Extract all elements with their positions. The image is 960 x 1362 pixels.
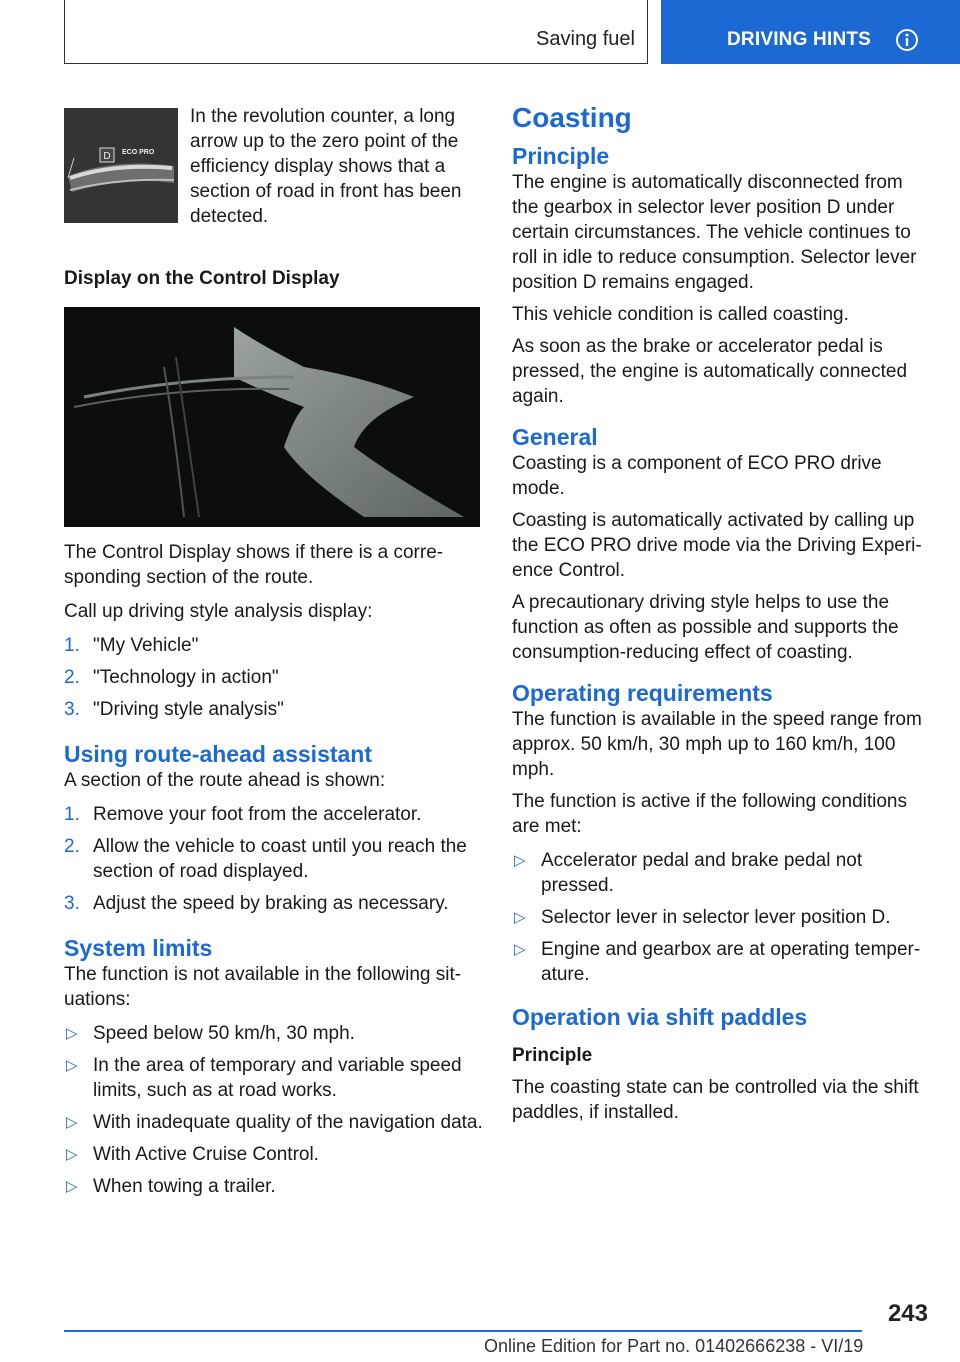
paddles-subheading: Principle [512,1045,593,1066]
general-paragraph: A precautionary driving style helps to use the function as often as possible and supports the consumption-reducing effect of coasting. [512,592,899,663]
requirements-heading: Operating requirements [512,680,773,706]
list-item: ▷ In the area of temporary and variable speed limits, such as at road works. [66,1055,462,1101]
chapter-tab[interactable] [661,0,960,64]
coasting-heading: Coasting [512,102,632,133]
footer-divider [64,1330,862,1332]
list-item: 2. "Technology in action" [64,667,279,688]
using-heading: Using route-ahead assistant [64,741,373,767]
paddles-paragraph: The coasting state can be controlled via the shift paddles, if installed. [512,1077,919,1123]
list-item: ▷ Accelerator pedal and brake pedal not pressed. [514,850,863,896]
general-paragraph: Coasting is automatically activated by calling up the ECO PRO drive mode via the Driving Experi-ence Control. [512,510,922,581]
page-number: 243 [887,1300,928,1327]
control-display-image [64,307,480,527]
list-item: 3. "Driving style analysis" [64,699,284,720]
principle-heading: Principle [512,143,610,169]
list-item: ▷ Speed below 50 km/h, 30 mph. [66,1023,355,1044]
display-heading: Display on the Control Display [64,268,340,289]
info-circle-icon[interactable] [896,29,918,51]
call-up-text: Call up driving style analysis display: [64,601,373,622]
principle-paragraph: The engine is automatically disconnected from the gearbox in selector lever position D under certain circumstances. The vehicle continues to roll in idle to reduce consumption. Selector lever position D remains engaged. [512,172,917,293]
section-title: Saving fuel [536,28,635,50]
list-item: ▷ With inadequate quality of the navigation data. [66,1112,483,1133]
list-item: 1. "My Vehicle" [64,635,199,656]
edition-text: Online Edition for Part no. 01402666238 - VI/19 [484,1336,864,1356]
list-item: ▷ With Active Cruise Control. [66,1144,319,1165]
requirements-paragraph: The function is available in the speed range from approx. 50 km/h, 30 mph up to 160 km/h, 100 mph. [512,709,922,780]
limits-heading: System limits [64,935,213,961]
section-tab[interactable] [64,0,648,64]
list-item: 2. Allow the vehicle to coast until you reach the section of road displayed. [64,836,467,882]
eco-pro-label: ECO PRO [122,149,155,156]
list-item: 3. Adjust the speed by braking as necessary. [64,893,449,914]
principle-paragraph: This vehicle condition is called coasting. [512,304,849,325]
requirements-paragraph: The function is active if the following conditions are met: [512,791,907,837]
gear-indicator: D [103,151,111,162]
using-intro: A section of the route ahead is shown: [64,770,386,791]
list-item: 1. Remove your foot from the accelerator. [64,804,422,825]
list-item: ▷ Engine and gearbox are at operating temper-ature. [514,939,921,985]
list-item: ▷ Selector lever in selector lever position D. [514,907,891,928]
chapter-title: DRIVING HINTS [727,29,872,50]
list-item: ▷ When towing a trailer. [66,1176,276,1197]
paddles-heading: Operation via shift paddles [512,1004,808,1030]
display-caption: The Control Display shows if there is a corre-sponding section of the route. [64,542,444,588]
right-column [512,102,930,1125]
revolution-counter-image [64,108,178,223]
page-header [0,0,960,66]
counter-description: In the revolution counter, a long arrow up to the zero point of the efficiency display shows that a section of road in front has been detected. [190,106,462,227]
general-paragraph: Coasting is a component of ECO PRO drive mode. [512,453,882,499]
general-heading: General [512,424,598,450]
principle-paragraph: As soon as the brake or accelerator pedal is pressed, the engine is automatically connected again. [512,336,908,407]
limits-intro: The function is not available in the following sit-uations: [64,964,462,1010]
